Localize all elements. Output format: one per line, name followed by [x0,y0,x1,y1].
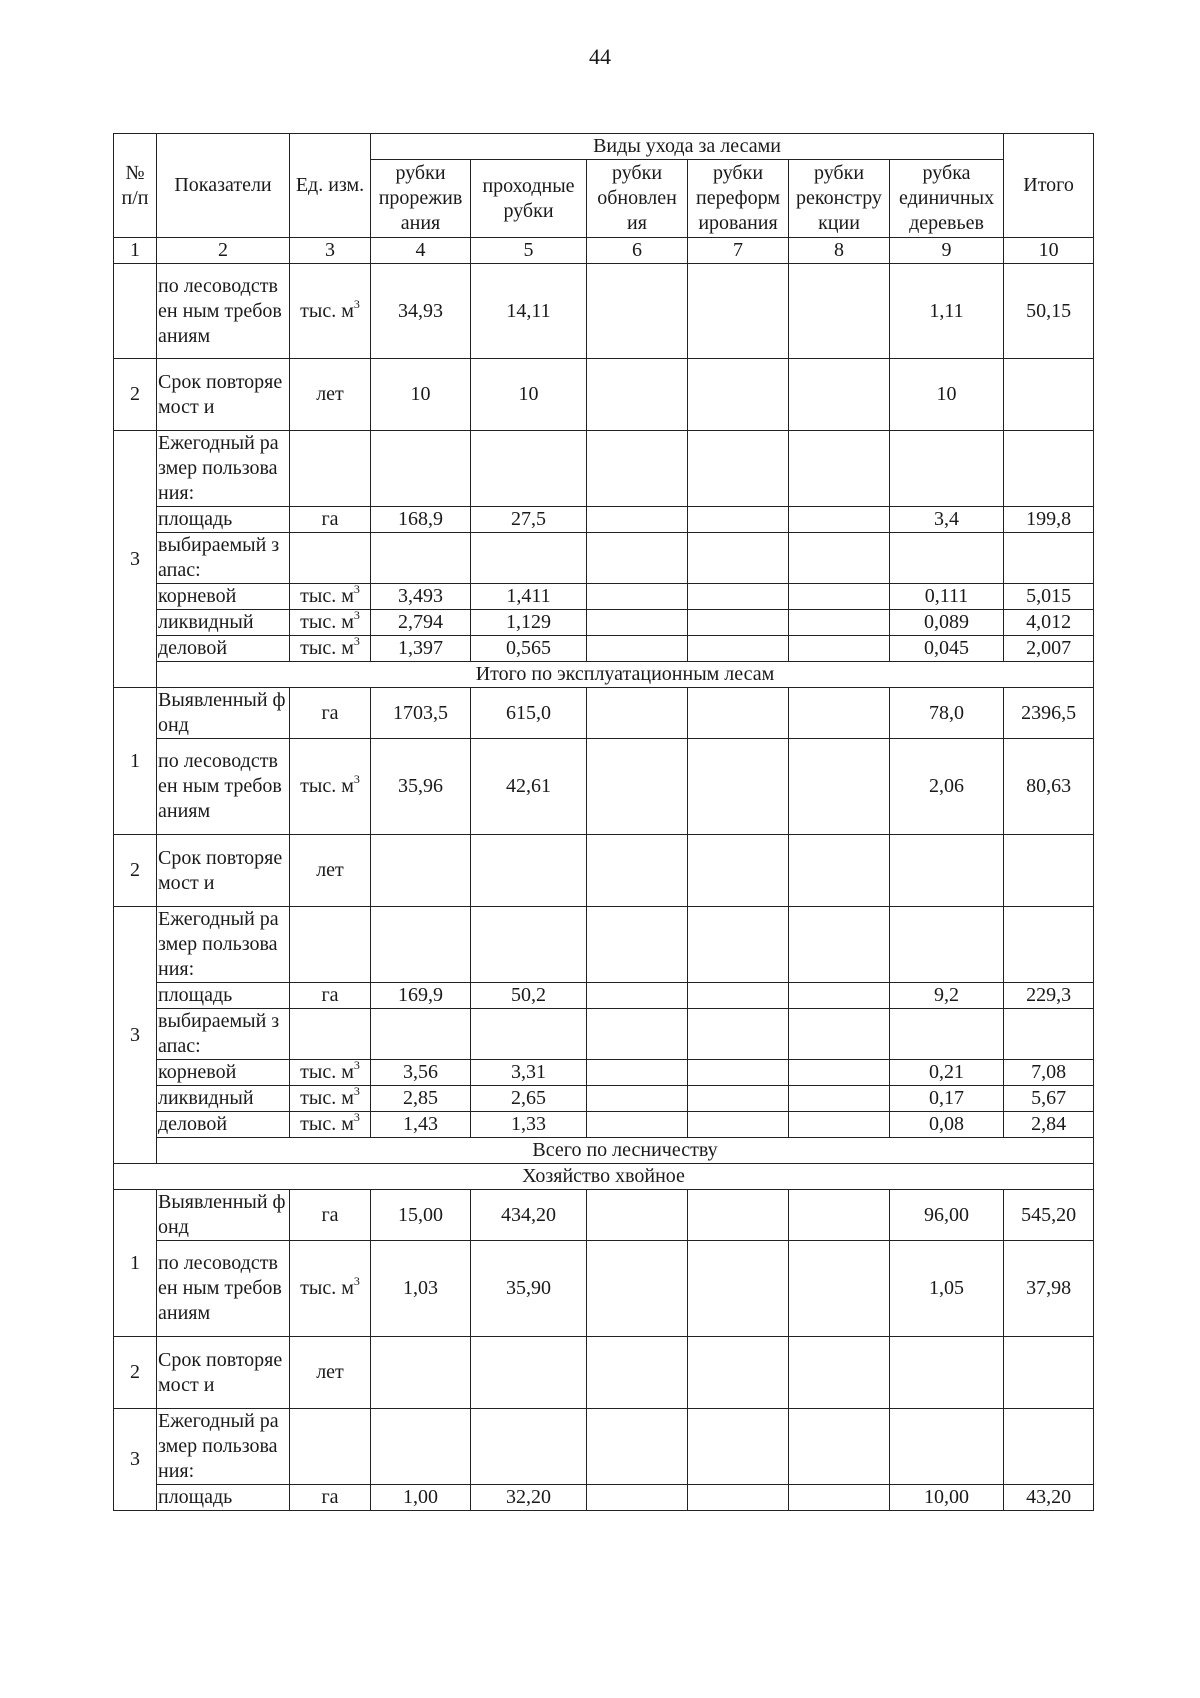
value-cell: 50,15 [1004,264,1094,359]
value-cell [789,1241,890,1337]
header-col-8: рубки реконстру кции [789,160,890,238]
value-cell [1004,1009,1094,1060]
value-cell [1004,431,1094,507]
unit-text: га [321,1203,339,1226]
value-cell: 3,4 [890,507,1004,533]
value-cell [471,431,587,507]
table-row [114,1009,1094,1060]
value-cell [587,507,688,533]
row-label: площадь [157,983,290,1009]
unit-text: га [321,1486,339,1508]
value-cell [890,1009,1004,1060]
row-label: корневой [157,1060,290,1086]
unit-text: тыс. м [300,775,354,797]
unit-text: тыс. м [300,585,354,607]
value-cell: 5,015 [1004,584,1094,610]
value-cell [688,835,789,907]
unit-superscript: 3 [353,1111,360,1124]
value-cell [587,1060,688,1086]
unit-text: га [321,701,339,724]
value-cell [1004,835,1094,907]
value-cell: 2396,5 [1004,688,1094,739]
unit-superscript: 3 [353,772,360,786]
row-label: ликвидный [157,1086,290,1112]
column-number: 5 [471,238,587,264]
column-number: 8 [789,238,890,264]
row-number: 3 [114,907,157,1164]
column-number: 3 [290,238,371,264]
value-cell [371,907,471,983]
value-cell: 7,08 [1004,1060,1094,1086]
value-cell: 0,21 [890,1060,1004,1086]
value-cell: 1,411 [471,584,587,610]
table-row [114,1112,1094,1138]
value-cell [789,1337,890,1409]
value-cell: 5,67 [1004,1086,1094,1112]
table-row [114,584,1094,610]
value-cell: 78,0 [890,688,1004,739]
value-cell: 10 [890,359,1004,431]
value-cell [688,1009,789,1060]
row-label: деловой [157,636,290,662]
unit-cell [290,636,371,662]
value-cell: 10,00 [890,1485,1004,1511]
value-cell: 229,3 [1004,983,1094,1009]
row-label: Ежегодный размер пользования: [157,431,290,507]
row-label: деловой [157,1112,290,1138]
value-cell [688,983,789,1009]
section-row [114,662,1094,688]
row-number: 1 [114,1190,157,1337]
unit-text: тыс. м [300,1061,354,1083]
column-number-row [114,238,1094,264]
value-cell: 1,03 [371,1241,471,1337]
value-cell [789,688,890,739]
value-cell [688,431,789,507]
value-cell [1004,359,1094,431]
value-cell: 15,00 [371,1190,471,1241]
value-cell [789,739,890,835]
value-cell [890,907,1004,983]
value-cell: 35,90 [471,1241,587,1337]
unit-cell [290,1060,371,1086]
value-cell: 1,11 [890,264,1004,359]
unit-cell [290,1485,371,1511]
table-row [114,636,1094,662]
forest-care-table [113,133,1094,1511]
value-cell [789,610,890,636]
value-cell [471,533,587,584]
value-cell [789,907,890,983]
value-cell [789,983,890,1009]
unit-text: тыс. м [300,1113,354,1135]
unit-superscript: 3 [353,635,360,648]
value-cell: 1703,5 [371,688,471,739]
unit-superscript: 3 [353,1085,360,1098]
row-number: 2 [114,1337,157,1409]
value-cell [789,507,890,533]
unit-cell [290,533,371,584]
value-cell [789,1086,890,1112]
value-cell [587,739,688,835]
value-cell [587,907,688,983]
unit-cell [290,1409,371,1485]
value-cell [688,636,789,662]
table-row [114,1060,1094,1086]
unit-cell [290,1009,371,1060]
table-row [114,533,1094,584]
value-cell: 10 [471,359,587,431]
row-number: 2 [114,835,157,907]
value-cell: 9,2 [890,983,1004,1009]
row-label: по лесоводствен ным требованиям [157,264,290,359]
row-label: Выявленный фонд [157,688,290,739]
unit-superscript: 3 [353,1274,360,1288]
row-label: по лесоводствен ным требованиям [157,1241,290,1337]
value-cell [890,1337,1004,1409]
column-number: 6 [587,238,688,264]
value-cell: 0,565 [471,636,587,662]
unit-cell [290,1337,371,1409]
table-row [114,507,1094,533]
value-cell [371,1337,471,1409]
row-number: 3 [114,1409,157,1511]
row-label: Выявленный фонд [157,1190,290,1241]
unit-superscript: 3 [353,1059,360,1072]
value-cell: 43,20 [1004,1485,1094,1511]
unit-cell [290,1190,371,1241]
value-cell [688,907,789,983]
value-cell [587,1086,688,1112]
value-cell [371,835,471,907]
value-cell [688,1112,789,1138]
value-cell [471,907,587,983]
row-label: площадь [157,1485,290,1511]
unit-cell [290,359,371,431]
value-cell: 2,65 [471,1086,587,1112]
value-cell: 27,5 [471,507,587,533]
unit-cell [290,431,371,507]
unit-cell [290,983,371,1009]
header-group: Виды ухода за лесами [371,134,1004,160]
value-cell [789,584,890,610]
value-cell: 42,61 [471,739,587,835]
value-cell [371,533,471,584]
table-row [114,835,1094,907]
header-col-9: рубка единичных деревьев [890,160,1004,238]
unit-cell [290,739,371,835]
table-row [114,1337,1094,1409]
value-cell: 32,20 [471,1485,587,1511]
value-cell: 1,33 [471,1112,587,1138]
column-number: 2 [157,238,290,264]
unit-cell [290,1086,371,1112]
unit-text: тыс. м [300,611,354,633]
value-cell [789,1409,890,1485]
unit-cell [290,907,371,983]
value-cell: 2,007 [1004,636,1094,662]
row-label: Ежегодный размер пользования: [157,1409,290,1485]
value-cell [587,983,688,1009]
value-cell: 2,84 [1004,1112,1094,1138]
value-cell: 1,43 [371,1112,471,1138]
value-cell: 96,00 [890,1190,1004,1241]
table-row [114,1241,1094,1337]
section-row [114,1138,1094,1164]
value-cell: 0,17 [890,1086,1004,1112]
row-number: 1 [114,688,157,835]
unit-cell [290,507,371,533]
value-cell [890,1409,1004,1485]
section-row [114,1164,1094,1190]
table-row [114,1190,1094,1241]
value-cell [587,1009,688,1060]
header-total: Итого [1004,134,1094,238]
value-cell [789,533,890,584]
unit-superscript: 3 [353,609,360,622]
value-cell: 2,794 [371,610,471,636]
header-col-6: рубки обновлен ия [587,160,688,238]
value-cell [789,1485,890,1511]
value-cell [371,431,471,507]
value-cell [587,264,688,359]
unit-cell [290,610,371,636]
unit-superscript: 3 [353,583,360,596]
value-cell [789,264,890,359]
value-cell: 1,129 [471,610,587,636]
value-cell [688,739,789,835]
value-cell [688,1409,789,1485]
value-cell: 4,012 [1004,610,1094,636]
value-cell [587,835,688,907]
table-row [114,431,1094,507]
value-cell [587,1485,688,1511]
row-number: 3 [114,431,157,688]
unit-text: га [321,984,339,1006]
column-number: 4 [371,238,471,264]
value-cell: 34,93 [371,264,471,359]
row-label: Ежегодный размер пользования: [157,907,290,983]
value-cell [587,688,688,739]
value-cell [789,636,890,662]
section-title: Всего по лесничеству [157,1138,1094,1164]
value-cell [688,688,789,739]
unit-cell [290,835,371,907]
value-cell [688,507,789,533]
table-row [114,907,1094,983]
value-cell [688,264,789,359]
page-number: 44 [589,44,611,69]
table-row [114,983,1094,1009]
unit-superscript: 3 [353,296,360,311]
value-cell [587,533,688,584]
value-cell [587,359,688,431]
value-cell [789,835,890,907]
unit-cell [290,584,371,610]
value-cell: 37,98 [1004,1241,1094,1337]
row-label: по лесоводствен ным требованиям [157,739,290,835]
value-cell: 0,08 [890,1112,1004,1138]
value-cell: 545,20 [1004,1190,1094,1241]
value-cell [688,359,789,431]
value-cell [789,1009,890,1060]
value-cell: 35,96 [371,739,471,835]
unit-text: лет [316,859,344,881]
row-label: выбираемый запас: [157,533,290,584]
value-cell: 2,85 [371,1086,471,1112]
value-cell [371,1409,471,1485]
unit-cell [290,688,371,739]
row-label: выбираемый запас: [157,1009,290,1060]
table-row [114,610,1094,636]
value-cell: 615,0 [471,688,587,739]
header-unit: Ед. изм. [290,134,371,238]
value-cell [688,1241,789,1337]
section-title: Итого по эксплуатационным лесам [157,662,1094,688]
value-cell [688,610,789,636]
header-col-5: проходные рубки [471,160,587,238]
value-cell: 2,06 [890,739,1004,835]
column-number: 1 [114,238,157,264]
header-col-7: рубки переформ ирования [688,160,789,238]
unit-text: тыс. м [300,299,354,322]
value-cell: 199,8 [1004,507,1094,533]
row-number: 2 [114,359,157,431]
value-cell [688,1190,789,1241]
value-cell [1004,1337,1094,1409]
table-row [114,688,1094,739]
value-cell: 0,089 [890,610,1004,636]
unit-text: га [321,508,339,530]
row-label: площадь [157,507,290,533]
value-cell [587,1190,688,1241]
table-row [114,1086,1094,1112]
value-cell [789,431,890,507]
value-cell [587,1112,688,1138]
table-row [114,1485,1094,1511]
value-cell: 434,20 [471,1190,587,1241]
value-cell [471,1009,587,1060]
value-cell [471,835,587,907]
value-cell [587,636,688,662]
unit-cell [290,1241,371,1337]
value-cell [1004,907,1094,983]
value-cell [471,1409,587,1485]
unit-text: лет [316,383,344,405]
value-cell [688,1337,789,1409]
table-row [114,739,1094,835]
value-cell [688,584,789,610]
header-col-4: рубки прорежив ания [371,160,471,238]
value-cell [890,835,1004,907]
value-cell [688,1086,789,1112]
value-cell [688,1485,789,1511]
value-cell: 168,9 [371,507,471,533]
unit-text: тыс. м [300,1087,354,1109]
value-cell [587,1337,688,1409]
value-cell [890,431,1004,507]
value-cell [371,1009,471,1060]
column-number: 9 [890,238,1004,264]
value-cell [587,610,688,636]
table-row [114,1409,1094,1485]
value-cell: 3,31 [471,1060,587,1086]
value-cell [587,1409,688,1485]
value-cell: 50,2 [471,983,587,1009]
value-cell: 1,397 [371,636,471,662]
row-label: Срок повторяемост и [157,359,290,431]
value-cell [890,533,1004,584]
column-number: 10 [1004,238,1094,264]
value-cell [789,1060,890,1086]
value-cell [587,584,688,610]
unit-text: тыс. м [300,637,354,659]
value-cell [1004,1409,1094,1485]
unit-cell [290,264,371,359]
value-cell: 10 [371,359,471,431]
value-cell: 14,11 [471,264,587,359]
value-cell: 0,045 [890,636,1004,662]
value-cell: 3,56 [371,1060,471,1086]
unit-text: лет [316,1361,344,1383]
value-cell [1004,533,1094,584]
table-row [114,264,1094,359]
value-cell: 169,9 [371,983,471,1009]
column-number: 7 [688,238,789,264]
value-cell: 80,63 [1004,739,1094,835]
value-cell [789,1112,890,1138]
value-cell [471,1337,587,1409]
row-label: ликвидный [157,610,290,636]
table-row [114,359,1094,431]
section-title: Хозяйство хвойное [114,1164,1094,1190]
value-cell [688,1060,789,1086]
row-number [114,264,157,359]
header-indicators: Показатели [157,134,290,238]
row-label: корневой [157,584,290,610]
unit-text: тыс. м [300,1277,354,1299]
value-cell: 1,05 [890,1241,1004,1337]
header-num: № п/п [114,134,157,238]
row-label: Срок повторяемост и [157,835,290,907]
value-cell: 0,111 [890,584,1004,610]
row-label: Срок повторяемост и [157,1337,290,1409]
value-cell: 3,493 [371,584,471,610]
value-cell [789,359,890,431]
value-cell [789,1190,890,1241]
value-cell [587,431,688,507]
value-cell: 1,00 [371,1485,471,1511]
value-cell [587,1241,688,1337]
unit-cell [290,1112,371,1138]
value-cell [688,533,789,584]
